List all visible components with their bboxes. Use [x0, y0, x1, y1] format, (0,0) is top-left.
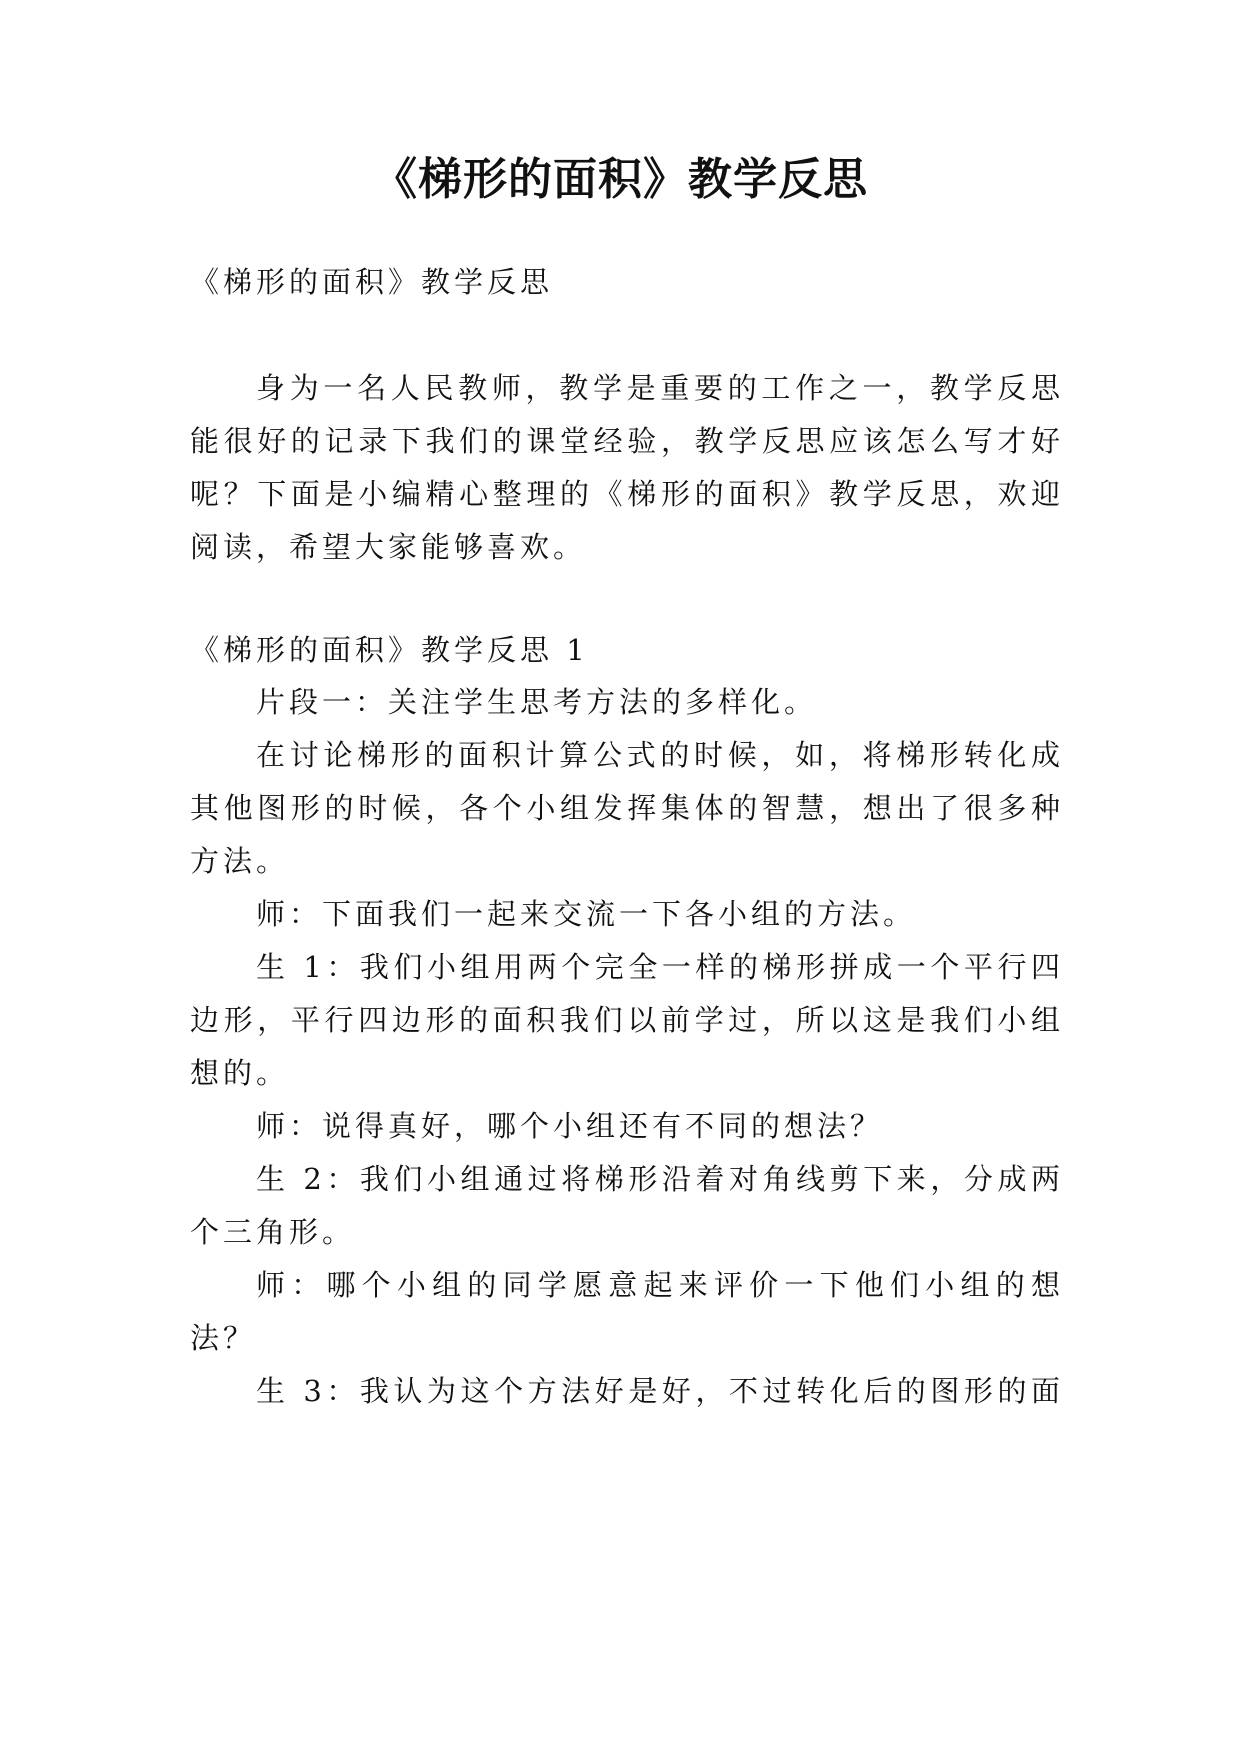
- body-line-5: 师：下面我们一起来交流一下各小组的方法。: [256, 897, 917, 931]
- body-line-1: 片段一：关注学生思考方法的多样化。: [256, 685, 818, 719]
- intro-line-1: 身为一名人民教师，教学是重要的工作之一，教学反思: [256, 371, 1060, 405]
- intro-line-4: 阅读，希望大家能够喜欢。: [190, 530, 587, 564]
- body-line-7: 边形，平行四边形的面积我们以前学过，所以这是我们小组: [190, 1003, 1060, 1037]
- body-line-6: 生 1：我们小组用两个完全一样的梯形拼成一个平行四: [256, 950, 1060, 984]
- body-line-13: 法？: [190, 1321, 257, 1355]
- subtitle: 《梯形的面积》教学反思: [190, 265, 554, 299]
- body-line-11: 个三角形。: [190, 1215, 356, 1249]
- intro-line-3: 呢？下面是小编精心整理的《梯形的面积》教学反思，欢迎: [190, 477, 1060, 511]
- body-line-10: 生 2：我们小组通过将梯形沿着对角线剪下来，分成两: [256, 1162, 1060, 1196]
- section-heading: 《梯形的面积》教学反思 1: [190, 633, 589, 667]
- body-line-14: 生 3：我认为这个方法好是好，不过转化后的图形的面: [256, 1374, 1060, 1408]
- body-line-3: 其他图形的时候，各个小组发挥集体的智慧，想出了很多种: [190, 791, 1060, 825]
- body-line-4: 方法。: [190, 844, 290, 878]
- body-line-12: 师：哪个小组的同学愿意起来评价一下他们小组的想: [256, 1268, 1060, 1302]
- body-line-9: 师：说得真好，哪个小组还有不同的想法？: [256, 1109, 884, 1143]
- body-line-8: 想的。: [190, 1056, 290, 1090]
- intro-line-2: 能很好的记录下我们的课堂经验，教学反思应该怎么写才好: [190, 424, 1060, 458]
- body-line-2: 在讨论梯形的面积计算公式的时候，如，将梯形转化成: [256, 738, 1060, 772]
- page-title: 《梯形的面积》教学反思: [373, 154, 868, 205]
